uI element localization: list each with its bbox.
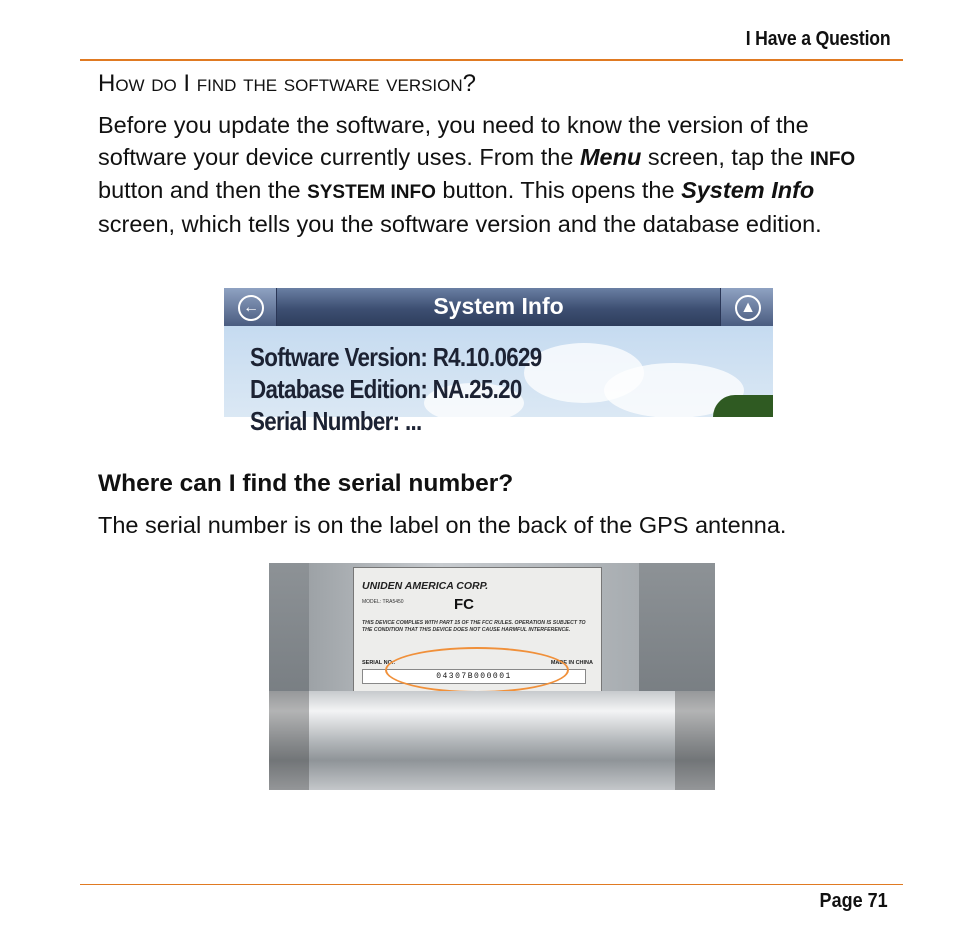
system-info-screenshot bbox=[224, 288, 773, 436]
hinge-shadow-left bbox=[269, 691, 309, 790]
antenna-hinge bbox=[269, 691, 715, 790]
hinge-shadow-right bbox=[675, 691, 715, 790]
back-arrow-icon: ← bbox=[238, 295, 264, 321]
header-rule bbox=[80, 59, 903, 61]
fcc-logo: FC bbox=[454, 596, 474, 613]
section-heading-serial-number: Where can I find the serial number? bbox=[98, 470, 514, 497]
serial-number-line: Serial Number: ... bbox=[250, 406, 422, 436]
page-number: Page 71 bbox=[819, 890, 888, 912]
serial-number-value: 04307B000001 bbox=[362, 669, 586, 684]
antenna-label-photo bbox=[269, 563, 715, 790]
serial-number-paragraph: The serial number is on the label on the back of the GPS antenna. bbox=[98, 512, 787, 538]
software-version-line: Software Version: R4.10.0629 bbox=[250, 342, 542, 372]
made-in-label: MADE IN CHINA bbox=[550, 660, 593, 666]
serial-label: SERIAL NO.: bbox=[362, 660, 396, 666]
fcc-statement: THIS DEVICE COMPLIES WITH PART 15 OF THE FCC RULES. OPERATION IS SUBJECT TO THE CONDITION THAT THIS DEVICE DOES NOT CAUSE HARMFUL INTERFERENCE. bbox=[362, 620, 586, 633]
company-name: UNIDEN AMERICA CORP. bbox=[362, 580, 489, 592]
trees-decoration bbox=[713, 395, 773, 417]
serial-highlight-circle bbox=[385, 647, 569, 693]
database-edition-line: Database Edition: NA.25.20 bbox=[250, 374, 522, 404]
software-version-paragraph: Before you update the software, you need to know the version of the software your device currently uses. From the Menu screen, tap the INFO button and then the SYSTEM INFO button. This opens the System Info screen, which tells you the software version and the database edition. bbox=[98, 112, 856, 237]
footer-rule bbox=[80, 884, 903, 885]
navigation-arrow-icon: ▲ bbox=[735, 295, 761, 321]
section-heading-software-version: How do I find the software version? bbox=[98, 70, 477, 97]
screen-title: System Info bbox=[433, 293, 564, 319]
model-number: MODEL: TRA5450 bbox=[362, 599, 404, 605]
running-header: I Have a Question bbox=[745, 28, 890, 50]
